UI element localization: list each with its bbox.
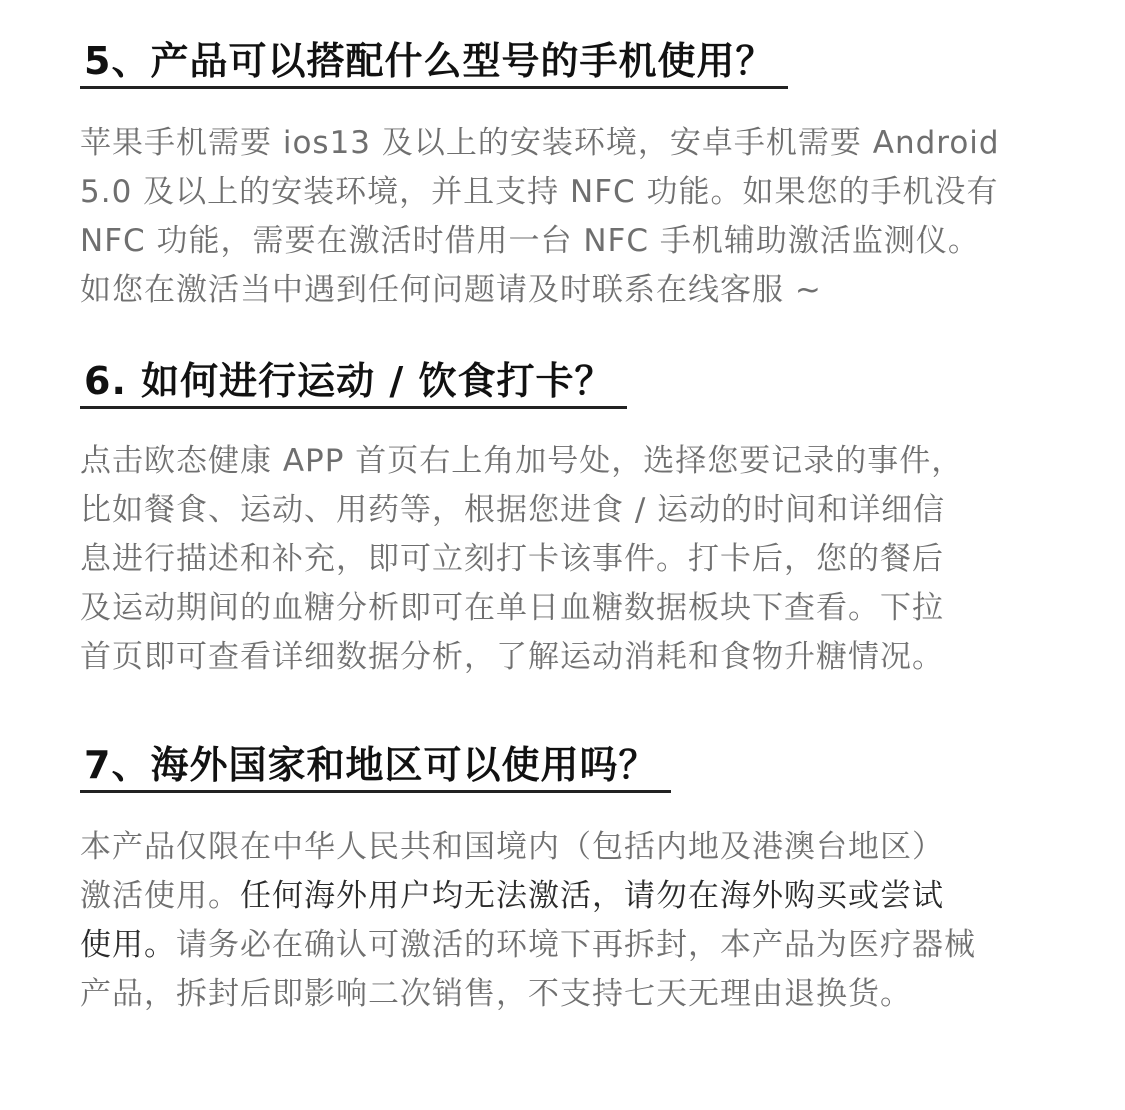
faq-section-6 — [80, 356, 1060, 682]
answer-line: 5.0 及以上的安装环境，并且支持 NFC 功能。如果您的手机没有 — [80, 174, 999, 210]
answer-line: 息进行描述和补充，即可立刻打卡该事件。打卡后，您的餐后 — [80, 541, 944, 577]
faq-question-5: 5、产品可以搭配什么型号的手机使用？ — [80, 36, 788, 89]
answer-text: 请务必在确认可激活的环境下再拆封，本产品为医疗器械 — [176, 927, 976, 963]
faq-question-7: 7、海外国家和地区可以使用吗？ — [80, 740, 671, 793]
faq-answer-7 — [80, 823, 1060, 1019]
answer-line: 产品，拆封后即影响二次销售，不支持七天无理由退换货。 — [80, 976, 912, 1012]
answer-line: 及运动期间的血糖分析即可在单日血糖数据板块下查看。下拉 — [80, 590, 944, 626]
answer-text-emphasis: 任何海外用户均无法激活，请勿在海外购买或尝试 — [240, 878, 944, 914]
answer-line: 如您在激活当中遇到任何问题请及时联系在线客服 ~ — [80, 272, 822, 308]
faq-section-7 — [80, 740, 1060, 1019]
answer-line: 本产品仅限在中华人民共和国境内（包括内地及港澳台地区） — [80, 829, 944, 865]
answer-line: 点击欧态健康 APP 首页右上角加号处，选择您要记录的事件， — [80, 443, 964, 479]
faq-answer-5 — [80, 119, 1060, 315]
answer-line: 苹果手机需要 ios13 及以上的安装环境，安卓手机需要 Android — [80, 125, 1000, 161]
answer-line: NFC 功能，需要在激活时借用一台 NFC 手机辅助激活监测仪。 — [80, 223, 980, 259]
answer-line — [80, 872, 1060, 921]
faq-question-6: 6. 如何进行运动 / 饮食打卡？ — [80, 356, 627, 409]
answer-line: 首页即可查看详细数据分析，了解运动消耗和食物升糖情况。 — [80, 639, 944, 675]
answer-line — [80, 921, 1060, 970]
answer-text-emphasis: 使用。 — [80, 927, 176, 963]
answer-text: 激活使用。 — [80, 878, 240, 914]
faq-section-5 — [80, 36, 1060, 315]
faq-answer-6 — [80, 437, 1060, 682]
answer-line: 比如餐食、运动、用药等，根据您进食 / 运动的时间和详细信 — [80, 492, 946, 528]
